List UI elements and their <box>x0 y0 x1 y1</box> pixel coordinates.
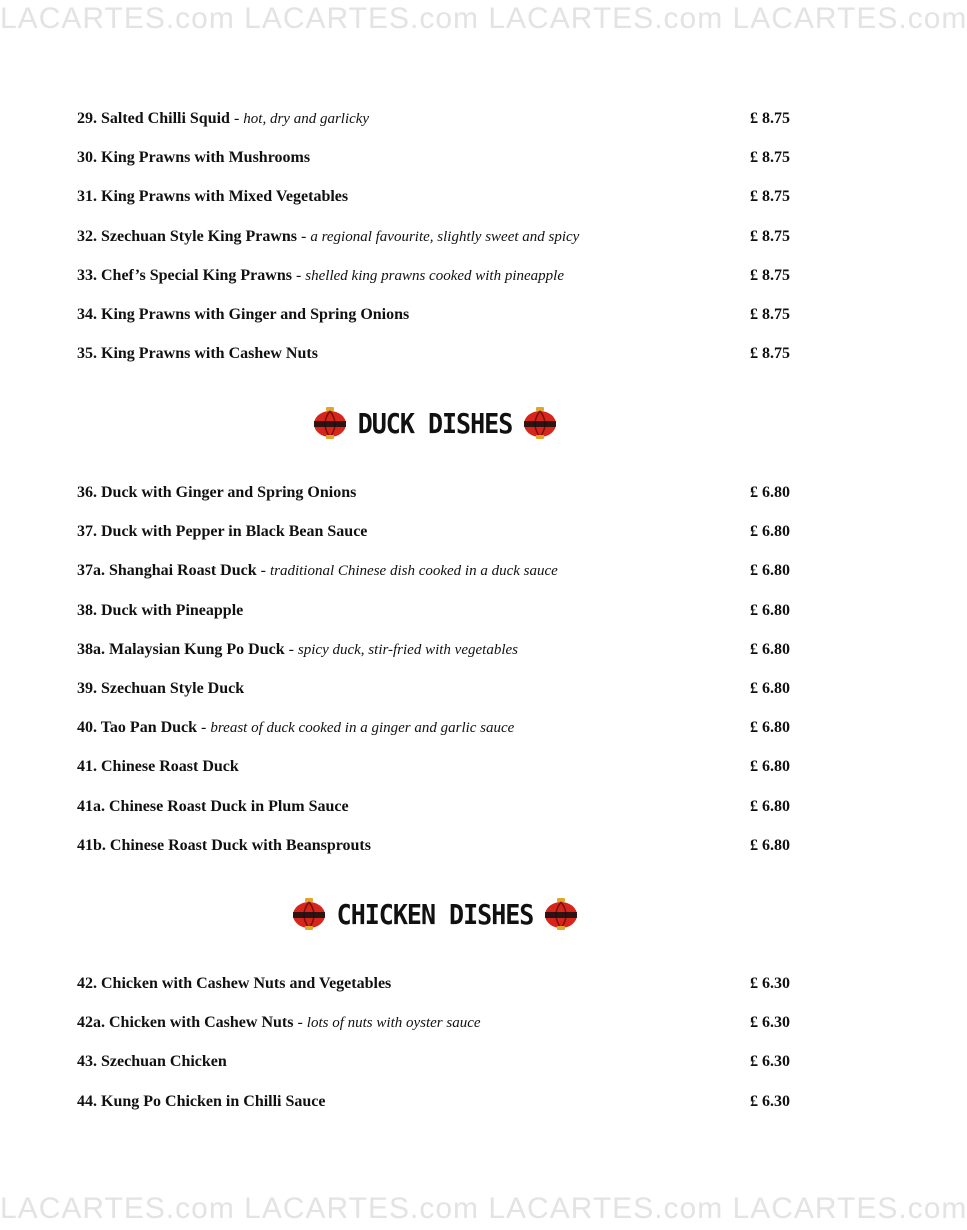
dish-description: lots of nuts with oyster sauce <box>306 1015 481 1032</box>
menu-item <box>77 343 790 365</box>
lantern-icon <box>522 405 558 441</box>
dish <box>77 975 391 993</box>
dish <box>77 267 564 285</box>
dish-name: 40. Tao Pan Duck <box>77 719 198 737</box>
dish <box>77 641 518 659</box>
dish-separator: - <box>256 562 270 580</box>
menu-item <box>77 521 790 543</box>
dish <box>77 306 409 324</box>
dish <box>77 798 349 816</box>
dish-price: £ 6.30 <box>750 1092 790 1110</box>
dish-name: 34. King Prawns with Ginger and Spring Onions <box>77 306 410 323</box>
dish-description: breast of duck cooked in a ginger and garlic sauce <box>210 720 515 737</box>
menu-item <box>77 796 790 818</box>
dish-name: 33. Chef’s Special King Prawns <box>77 266 292 284</box>
dish <box>77 758 239 776</box>
menu-item <box>77 756 790 778</box>
dish-price: £ 6.80 <box>750 758 790 776</box>
dish <box>77 523 367 541</box>
menu-item <box>77 1051 790 1073</box>
dish <box>77 110 369 128</box>
dish-name: 29. Salted Chilli Squid <box>77 110 230 127</box>
dish-price: £ 6.80 <box>750 640 790 658</box>
menu-item <box>77 482 790 504</box>
dish-description: traditional Chinese dish cooked in a duck sauce <box>269 563 558 580</box>
dish-name: 37a. Shanghai Roast Duck <box>77 562 257 580</box>
dish <box>77 1053 227 1071</box>
dish-price: £ 8.75 <box>750 345 790 363</box>
dish <box>77 1093 326 1111</box>
dish-separator: - <box>284 640 298 658</box>
section-title: DUCK DISHES <box>357 406 513 440</box>
watermark-top: LACARTES.com LACARTES.com LACARTES.com LACARTES.com <box>0 2 967 35</box>
chicken-section-header <box>0 894 870 934</box>
dish <box>77 719 514 737</box>
dish <box>77 602 243 620</box>
menu-item <box>77 835 790 857</box>
lantern-icon <box>312 405 348 441</box>
lantern-icon <box>291 896 327 932</box>
dish-price: £ 6.80 <box>750 484 790 501</box>
menu-item <box>77 147 790 169</box>
dish-price: £ 6.80 <box>750 601 790 619</box>
dish-name: 44. Kung Po Chicken in Chilli Sauce <box>77 1092 326 1110</box>
dish <box>77 345 318 363</box>
dish-description: spicy duck, stir-fried with vegetables <box>297 641 518 658</box>
dish-description: hot, dry and garlicky <box>243 111 370 127</box>
dish-price: £ 8.75 <box>750 266 790 284</box>
dish-price: £ 8.75 <box>750 110 790 127</box>
dish-price: £ 8.75 <box>750 188 790 206</box>
dish-name: 39. Szechuan Style Duck <box>77 680 245 697</box>
menu-item <box>77 973 790 995</box>
dish-separator: - <box>229 110 244 127</box>
dish <box>77 149 310 167</box>
dish-price: £ 6.80 <box>750 523 790 541</box>
dish-name: 38. Duck with Pineapple <box>77 601 244 619</box>
dish <box>77 680 244 698</box>
dish-description: a regional favourite, slightly sweet and spicy <box>310 228 580 245</box>
dish <box>77 188 348 206</box>
menu-item <box>77 1012 790 1034</box>
dish <box>77 837 371 855</box>
dish <box>77 562 558 580</box>
watermark-bottom: LACARTES.com LACARTES.com LACARTES.com LACARTES.com <box>0 1192 967 1225</box>
dish-name: 35. King Prawns with Cashew Nuts <box>77 345 318 363</box>
dish-price: £ 6.80 <box>750 797 790 815</box>
dish-name: 41b. Chinese Roast Duck with Beansprouts <box>77 836 371 854</box>
menu-item <box>77 265 790 287</box>
dish <box>77 484 356 502</box>
menu-item <box>77 678 790 700</box>
dish-price: £ 8.75 <box>750 306 790 323</box>
dish-price: £ 6.80 <box>750 562 790 580</box>
menu-item <box>77 1091 790 1113</box>
dish <box>77 228 579 246</box>
menu-item <box>77 560 790 582</box>
dish-separator: - <box>291 266 306 284</box>
dish-separator: - <box>293 1014 307 1032</box>
dish-price: £ 6.30 <box>750 1014 790 1032</box>
dish-name: 42a. Chicken with Cashew Nuts <box>77 1014 294 1032</box>
dish-name: 41. Chinese Roast Duck <box>77 758 239 776</box>
section-title: CHICKEN DISHES <box>336 897 534 931</box>
dish-separator: - <box>297 227 311 245</box>
dish-name: 42. Chicken with Cashew Nuts and Vegetables <box>77 975 392 992</box>
menu-item <box>77 639 790 661</box>
dish-separator: - <box>197 719 211 737</box>
dish-price: £ 6.30 <box>750 975 790 992</box>
dish-name: 31. King Prawns with Mixed Vegetables <box>77 188 349 206</box>
dish-name: 41a. Chinese Roast Duck in Plum Sauce <box>77 797 349 815</box>
menu-item <box>77 717 790 739</box>
dish-description: shelled king prawns cooked with pineapple <box>305 267 565 284</box>
dish-price: £ 6.30 <box>750 1053 790 1071</box>
menu-item <box>77 108 790 130</box>
dish-price: £ 8.75 <box>750 149 790 167</box>
dish-price: £ 8.75 <box>750 227 790 245</box>
duck-section-header <box>0 403 870 443</box>
menu-item <box>77 186 790 208</box>
menu-item <box>77 226 790 248</box>
lantern-icon <box>543 896 579 932</box>
menu-item <box>77 304 790 326</box>
dish-price: £ 6.80 <box>750 719 790 737</box>
dish-name: 38a. Malaysian Kung Po Duck <box>77 640 285 658</box>
dish-price: £ 6.80 <box>750 680 790 697</box>
dish-name: 36. Duck with Ginger and Spring Onions <box>77 484 357 501</box>
menu-item <box>77 600 790 622</box>
dish-name: 32. Szechuan Style King Prawns <box>77 227 298 245</box>
dish-name: 37. Duck with Pepper in Black Bean Sauce <box>77 523 368 541</box>
dish-price: £ 6.80 <box>750 836 790 854</box>
dish <box>77 1014 481 1032</box>
dish-name: 43. Szechuan Chicken <box>77 1053 227 1071</box>
dish-name: 30. King Prawns with Mushrooms <box>77 149 311 167</box>
